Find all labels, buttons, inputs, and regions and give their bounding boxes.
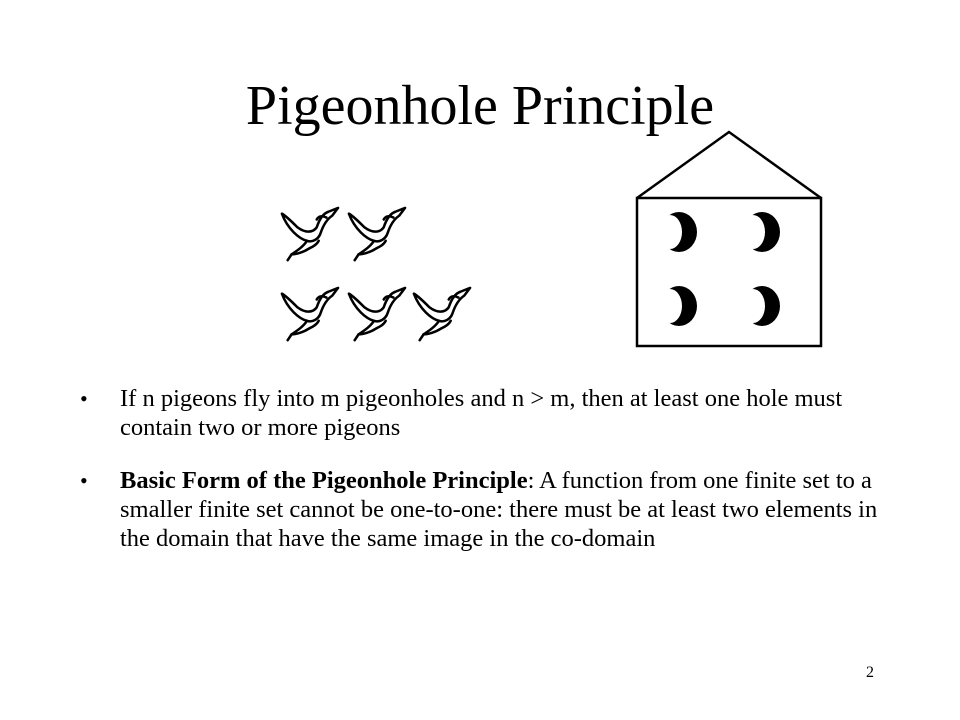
dove-icon — [278, 284, 340, 346]
hole-grid — [658, 212, 780, 326]
dove-icon — [345, 284, 407, 346]
bullet-item — [78, 466, 878, 553]
bullet-bold-term: Basic Form of the Pigeonhole Principle — [120, 467, 528, 494]
pigeonhole — [741, 212, 780, 252]
bullet-text: If n pigeons fly into m pigeonholes and n > m, then at least one hole must contain two or more pigeons — [120, 385, 843, 441]
pigeonhole — [741, 286, 780, 326]
pigeonhole — [658, 212, 697, 252]
pigeonhole — [658, 286, 697, 326]
bullet-icon: • — [80, 386, 88, 411]
dove-icon — [410, 284, 472, 346]
dove-icon — [278, 204, 340, 266]
bullet-item — [78, 384, 878, 442]
pigeonhole-house-icon — [634, 128, 824, 350]
bullet-text: : A function from one finite set to a smaller finite set cannot be one-to-one: there must be at least two elements in the domain that have the same image in the co-domain — [120, 467, 878, 552]
slide-number: 2 — [866, 664, 874, 681]
bullet-list — [78, 384, 878, 577]
slide-title: Pigeonhole Principle — [245, 75, 715, 137]
dove-icon — [345, 204, 407, 266]
bullet-icon: • — [80, 468, 88, 493]
